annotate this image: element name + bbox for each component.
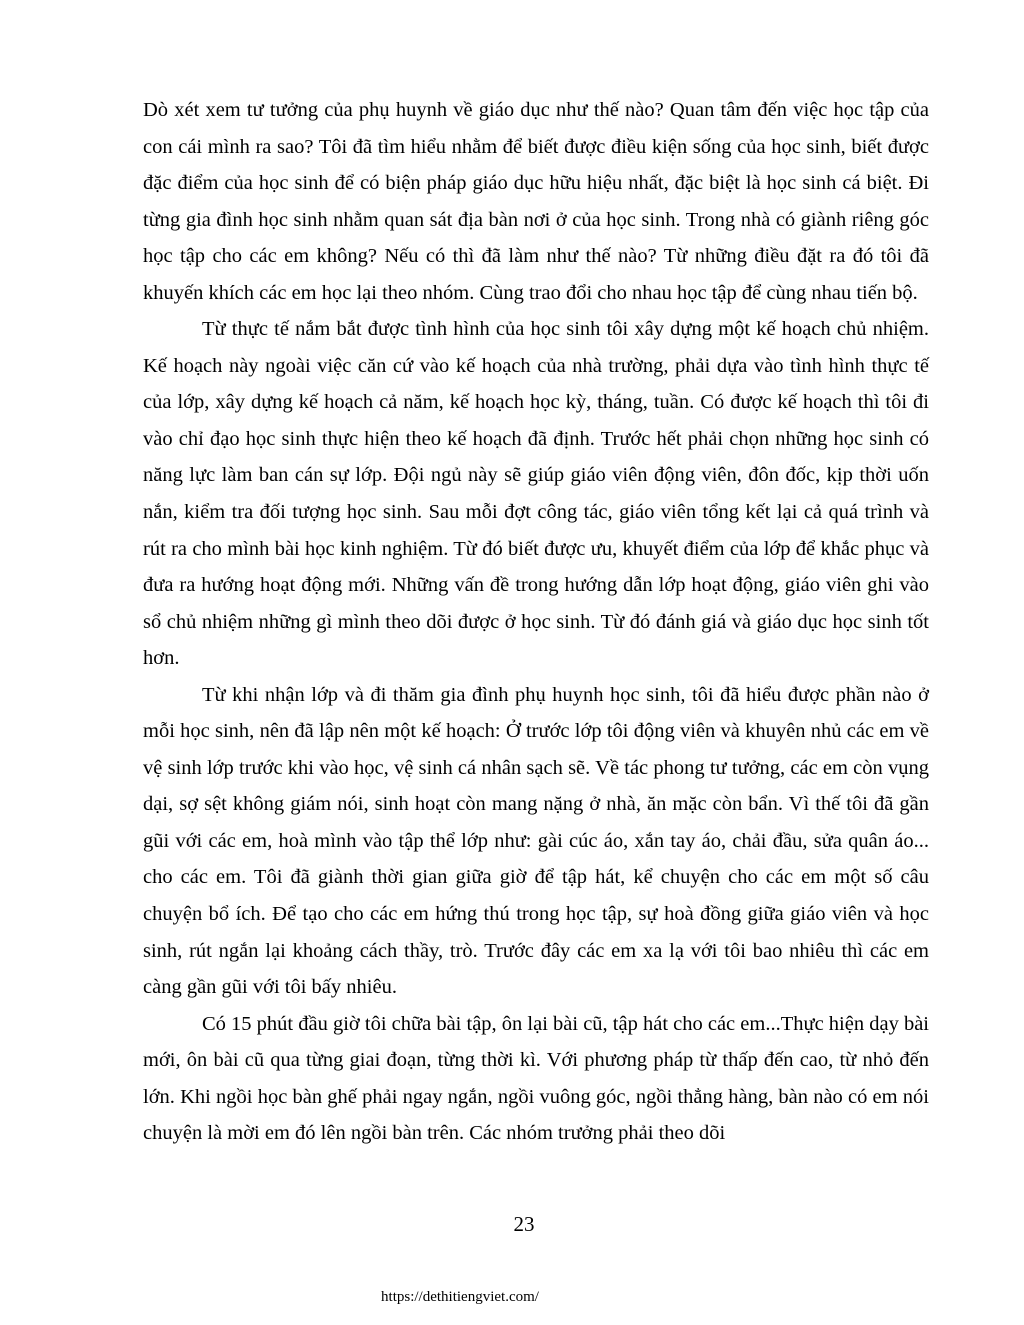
paragraph-3: Từ khi nhận lớp và đi thăm gia đình phụ huynh học sinh, tôi đã hiểu được phần nào ở mỗi học sinh, nên đã lập nên một kế hoạch: Ở trước lớp tôi động viên và khuyên nhủ các em về vệ sinh lớp trước khi vào học, vệ sinh cá nhân sạch sẽ. Về tác phong tư tưởng, các em còn vụng dại, sợ sệt không giám nói, sinh hoạt còn mang nặng ở nhà, ăn mặc còn bẩn. Vì thế tôi đã gần gũi với các em, hoà mình vào tập thể lớp như: gài cúc áo, xắn tay áo, chải đầu, sửa quân áo... cho các em. Tôi đã giành thời gian giữa giờ để tập hát, kể chuyện cho các em một số câu chuyện bổ ích. Để tạo cho các em hứng thú trong học tập, sự hoà đồng giữa giáo viên và học sinh, rút ngắn lại khoảng cách thầy, trò. Trước đây các em xa lạ với tôi bao nhiêu thì các em càng gần gũi với tôi bấy nhiêu. bbox=[143, 683, 929, 999]
body-text bbox=[143, 92, 929, 1152]
footer-url[interactable]: https://dethitiengviet.com/ bbox=[381, 1289, 539, 1305]
paragraph-1: Dò xét xem tư tưởng của phụ huynh về giáo dục như thế nào? Quan tâm đến việc học tập của con cái mình ra sao? Tôi đã tìm hiểu nhằm để biết được điều kiện sống của học sinh, biết được đặc điểm của học sinh để có biện pháp giáo dục hữu hiệu nhất, đặc biệt là học sinh cá biệt. Đi từng gia đình học sinh nhằm quan sát địa bàn nơi ở của học sinh. Trong nhà có giành riêng góc học tập cho các em không? Nếu có thì đã làm như thế nào? Từ những điều đặt ra đó tôi đã khuyến khích các em học lại theo nhóm. Cùng trao đổi cho nhau học tập để cùng nhau tiến bộ. bbox=[143, 99, 929, 304]
paragraph-2: Từ thực tế nắm bắt được tình hình của học sinh tôi xây dựng một kế hoạch chủ nhiệm. Kế hoạch này ngoài việc căn cứ vào kế hoạch của nhà trường, phải dựa vào tình hình thực tế của lớp, xây dựng kế hoạch cả năm, kế hoạch học kỳ, tháng, tuần. Có được kế hoạch thì tôi đi vào chỉ đạo học sinh thực hiện theo kế hoạch đã định. Trước hết phải chọn những học sinh có năng lực làm ban cán sự lớp. Đội ngủ này sẽ giúp giáo viên động viên, đôn đốc, kịp thời uốn nắn, kiểm tra đối tượng học sinh. Sau mỗi đợt công tác, giáo viên tổng kết lại cả quá trình và rút ra cho mình bài học kinh nghiệm. Từ đó biết được ưu, khuyết điểm của lớp để khắc phục và đưa ra hướng hoạt động mới. Những vấn đề trong hướng dẫn lớp hoạt động, giáo viên ghi vào sổ chủ nhiệm những gì mình theo dõi được ở học sinh. Từ đó đánh giá và giáo dục học sinh tốt hơn. bbox=[143, 318, 929, 670]
page-number: 23 bbox=[513, 1212, 535, 1236]
paragraph-4: Có 15 phút đầu giờ tôi chữa bài tập, ôn lại bài cũ, tập hát cho các em...Thực hiện dạy bài mới, ôn bài cũ qua từng giai đoạn, từng thời kì. Với phương pháp từ thấp đến cao, từ nhỏ đến lớn. Khi ngồi học bàn ghế phải ngay ngắn, ngồi vuông góc, ngồi thẳng hàng, bàn nào có em nói chuyện là mời em đó lên ngồi bàn trên. Các nhóm trưởng phải theo dõi bbox=[143, 1012, 929, 1145]
